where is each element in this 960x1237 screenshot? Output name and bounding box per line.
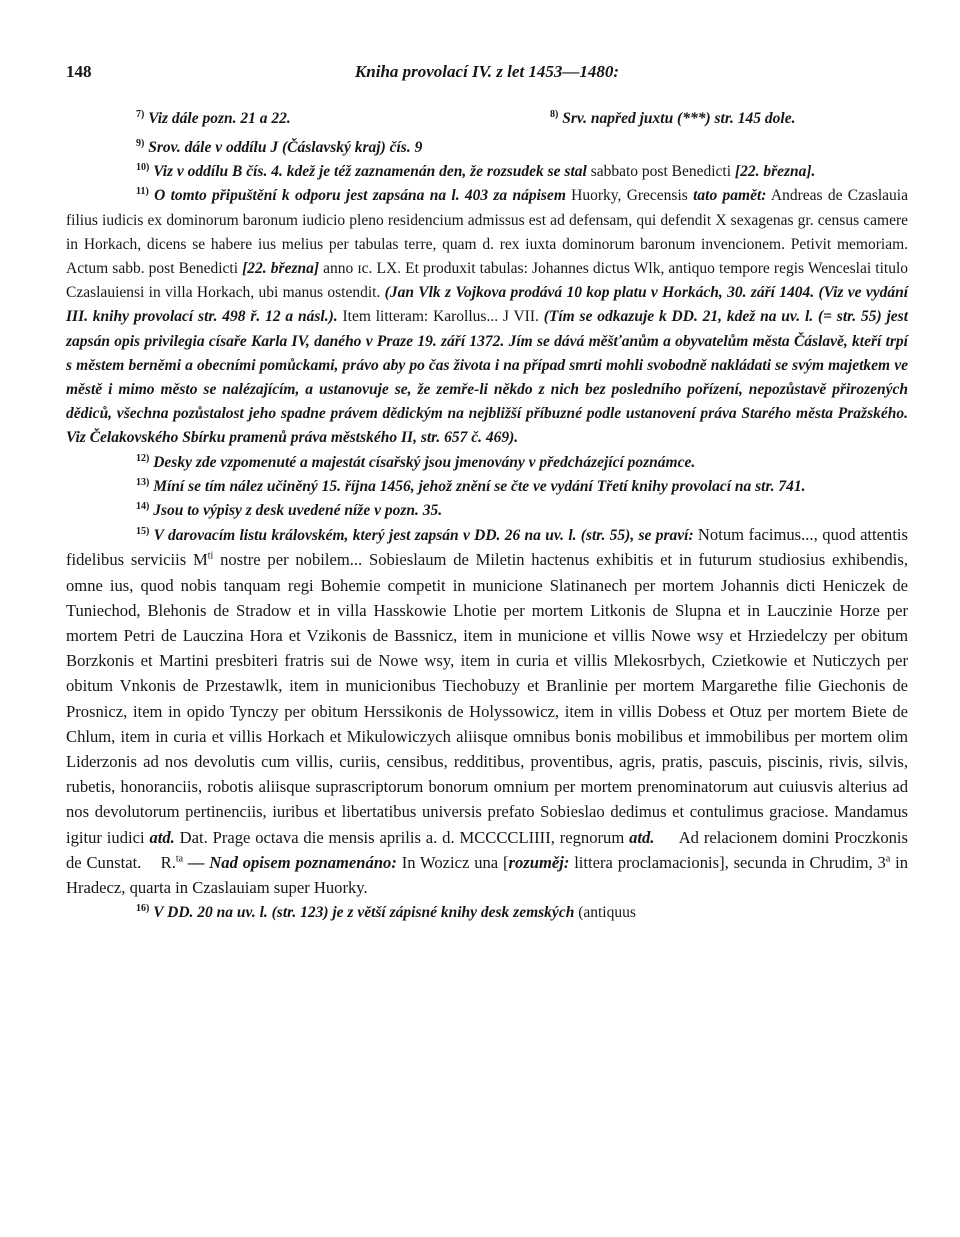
footnotes: [66, 136, 908, 926]
footnote-row-7-8: [66, 110, 908, 136]
running-head: Kniha provolací IV. z let 1453—1480:: [354, 62, 620, 81]
footnote-11: $^{11)}$ O tomto připuštění k odporu jest zapsána na l. 403 za nápisem Huorky, Grecensis tato pamět: Andreas de Czaslauia filius iudicis ex dominorum baronum iudicio pleno residencium admissus est ad defensam, qui defendit X sexagenas gr. census camere in Horkach, dicens se habere ius melius per tabulas terre, quam d. rex iuxta dominorum baronum invencionem. Petivit memoriam. Actum sabb. post Benedicti [22. března] anno ɪc. LX. Et produxit tabulas: Johannes dictus Wlk, antiquo tempore regis Wenceslai titulo Czaslauiensi in villa Horkach, ubi manus ostendit. (Jan Vlk z Vojkova prodává 10 kop platu v Horkách, 30. září 1404. (Viz ve vydání III. knihy provolací str. 498 ř. 12 a násl.). Item litteram: Karollus... J VII. (Tím se odkazuje k DD. 21, kdež na uv. l. (= str. 55) jest zapsán opis privilegia císaře Karla IV, daného v Praze 19. září 1372. Jím se dává měšťanům a obyvatelům města Čáslavě, kteří trpí s městem berněmi a obecními pomůckami, právo aby po čas života i na případ smrti mohli svobodně nakládati se svým majetkem ve městě i mimo město se nalézajícím, a ustanovuje se, že zemře-li někdo z nich bez posledního pořízení, nepozůstavě přirozených dědiců, všechna pozůstalost jeho spadne právem dědickým na nejbližší příbuzné podle ustanovení práva Starého města Pražského. Viz Čelakovského Sbírku pramenů práva městského II, str. 657 č. 469).: [66, 186, 909, 447]
footnote-16: $^{16)}$ V DD. 20 na uv. l. (str. 123) je z větší zápisné knihy desk zemských (antiquus: [136, 903, 636, 922]
page-header: [66, 62, 908, 92]
footnote-12: $^{12)}$ Desky zde vzpomenuté a majestát císařský jsou jmenovány v předcházející poznámce.: [136, 452, 696, 471]
footnote-7: $^{7)}$ Viz dále pozn. 21 a 22.: [136, 108, 291, 127]
page: [66, 62, 908, 926]
footnote-14: $^{14)}$ Jsou to výpisy z desk uvedené níže v pozn. 35.: [136, 500, 443, 520]
latin-charter-text: Notum facimus..., quod attentis fidelibus serviciis $M^{ti}$ nostre per nobilem... Sobieslaum de Miletin hactenus exhibitis et in futurum studiosius exhibendis, omne ius, quod nobis tanquam regi Bohemie competit in municione Slatinanech per mortem Johannis dicti Heniczek de Tuniechod, Blehonis de Stradow et in villa Hasskowie Lhotie per mortem Litkonis de Slupna et in Lauczinie Horze per mortem Petri de Lauczina Hora et Vzikonis de Bassnicz, item in municione et villis Nowe wsy et Hrziedelczy per obitum Borzkonis et Martini presbiteri fratris sui de Nowe wsy, item in curia et villis Mlekosrbych, Czietkowie et Nuticzych per obitum Vnkonis de Przestawlk, item in municionibus Tiechobuzy et Branlinie per mortem Margarethe filie Giechonis de Prosnicz, item in opido Tynczy per obitum Herssikonis de Holyssowicz, item in villis Dobess et Otuz per mortem Biete de Chlum, item in curia et villis Horkach et Mikulowiczych aliisque omnibus bonis mobilibus et immobilibus per mortem olim Liderzonis ad nos devolutis cum villis, curiis, censibus, redditibus, proventibus, agris, pratis, pascuis, piscinis, rivis, silvis, rubetis, honoranciis, robotis aliisque suprascriptorum bonorum omnium per mortem prenominatorum aut cuiusvis alterius ad nos devolutorum pertinenciis, iuribus et libertatibus universis prefato Sobieslao dedimus et contulimus graciose. Mandamus igitur iudici atd. Dat. Prage octava die mensis aprilis a. d. MCCCCLIIII, regnorum atd. Ad relacionem domini Proczkonis de Cunstat. R.$^{ta}$ — Nad opisem poznamenáno: In Wozicz una [rozuměj: littera proclamacionis], secunda in Chrudim, 3$^a$ in Hradecz, quarta in Czaslauiam super Huorky.: [66, 525, 909, 898]
footnote-8: $^{8)}$ Srv. napřed juxtu (***) str. 145 dole.: [550, 108, 796, 127]
footnote-9: $^{9)}$ Srov. dále v oddílu J (Čáslavský kraj) čís. 9: [136, 137, 423, 156]
page-number: 148: [66, 62, 92, 81]
footnote-15: $^{15)}$ V darovacím listu královském, který jest zapsán v DD. 26 na uv. l. (str. 55), se praví: Notum facimus..., quod attentis fidelibus serviciis $M^{ti}$ nostre per nobilem... Sobieslaum de Miletin hactenus exhibitis et in futurum studiosius exhibendis, omne ius, quod nobis tanquam regi Bohemie competit in municione Slatinanech per mortem Johannis dicti Heniczek de Tuniechod, Blehonis de Stradow et in villa Hasskowie Lhotie per mortem Litkonis de Slupna et in Lauczinie Horze per mortem Petri de Lauczina Hora et Vzikonis de Bassnicz, item in municione et villis Nowe wsy et Hrziedelczy per obitum Borzkonis et Martini presbiteri fratris sui de Nowe wsy, item in curia et villis Mlekosrbych, Czietkowie et Nuticzych per obitum Vnkonis de Przestawlk, item in municionibus Tiechobuzy et Branlinie per mortem Margarethe filie Giechonis de Prosnicz, item in opido Tynczy per obitum Herssikonis de Holyssowicz, item in villis Dobess et Otuz per mortem Biete de Chlum, item in curia et villis Horkach et Mikulowiczych aliisque omnibus bonis mobilibus et immobilibus per mortem olim Liderzonis ad nos devolutis cum villis, curiis, censibus, redditibus, proventibus, agris, pratis, pascuis, piscinis, rivis, silvis, rubetis, honoranciis, robotis aliisque suprascriptorum bonorum omnium per mortem prenominatorum aut cuiusvis alterius ad nos devolutorum pertinenciis, iuribus et libertatibus universis prefato Sobieslao dedimus et contulimus graciose. Mandamus igitur iudici atd. Dat. Prage octava die mensis aprilis a. d. MCCCCLIIII, regnorum atd. Ad relacionem domini Proczkonis de Cunstat. R.$^{ta}$ — Nad opisem poznamenáno: In Wozicz una [rozuměj: littera proclamacionis], secunda in Chrudim, 3$^a$ in Hradecz, quarta in Czaslauiam super Huorky.: [66, 525, 909, 898]
footnote-10: $^{10)}$ Viz v oddílu B čís. 4. kdež je též zaznamenán den, že rozsudek se stal sabbato post Benedicti [22. března].: [136, 162, 816, 181]
footnote-13: $^{13)}$ Míní se tím nález učiněný 15. října 1456, jehož znění se čte ve vydání Třetí knihy provolací na str. 741.: [136, 476, 806, 495]
